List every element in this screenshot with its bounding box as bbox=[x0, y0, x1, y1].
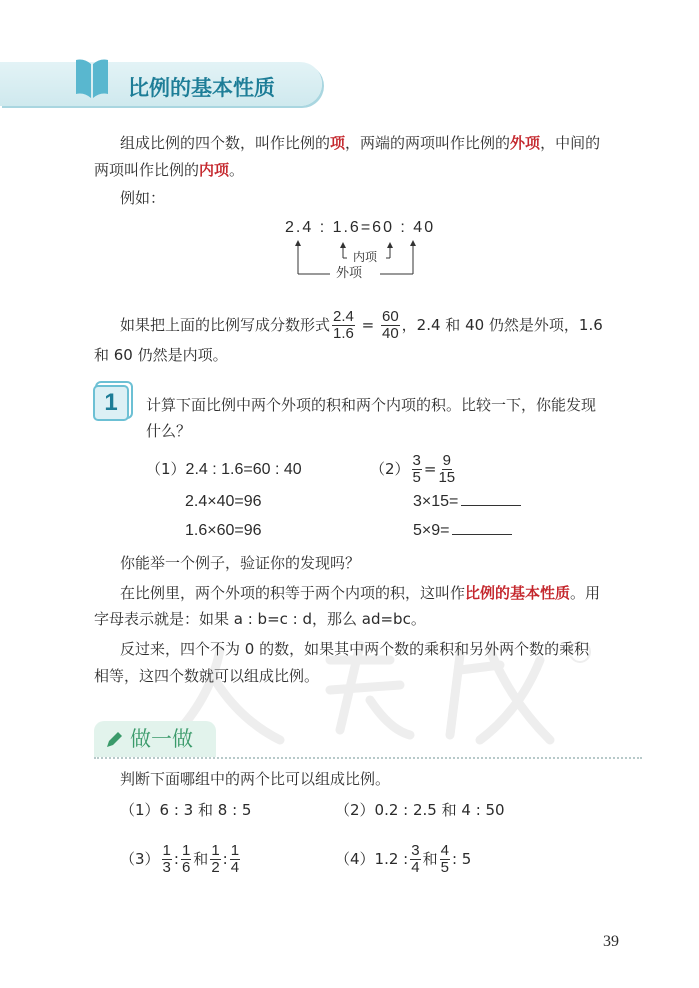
fraction: $\frac{2.4}{1.6}$ bbox=[333, 308, 354, 342]
practice-title: 做一做 bbox=[130, 727, 193, 751]
page-number: 39 bbox=[603, 933, 619, 950]
pencil-icon bbox=[104, 730, 124, 750]
product-inner: 1.6×60=96 bbox=[185, 522, 262, 539]
practice-item-2: （2）0.2 : 2.5 和 4 : 50 bbox=[335, 801, 505, 819]
fraction: $\frac{60}{40}$ bbox=[381, 308, 399, 342]
exercise-question-1: 计算下面比例中两个外项的积和两个内项的积。比较一下，你能发现 bbox=[146, 396, 597, 414]
intro-line-2: 两项叫作比例的内项。 bbox=[94, 161, 245, 179]
rule-line-1: 在比例里，两个外项的积等于两个内项的积，这叫作比例的基本性质。用 bbox=[120, 584, 601, 602]
blank-outer: 3×15= bbox=[413, 492, 521, 512]
example-equation: 2.4 : 1.6=60 : 40 bbox=[285, 219, 436, 236]
dotted-divider bbox=[94, 757, 642, 759]
practice-item-3: （3） $\frac{1}{3}$ : $\frac{1}{6}$ 和 $\frac{1}{2}$ : $\frac{1}{4}$ bbox=[120, 842, 240, 876]
fraction-sentence-2: 和 60 仍然是内项。 bbox=[94, 346, 228, 364]
inner-terms-label: 内项 bbox=[353, 250, 378, 264]
exercise-number-badge: 1 bbox=[93, 385, 129, 421]
product-outer: 2.4×40=96 bbox=[185, 493, 262, 510]
converse-line-1: 反过来，四个不为 0 的数，如果其中两个数的乘积和另外两个数的乘积 bbox=[120, 640, 590, 658]
blank-inner: 5×9= bbox=[413, 521, 512, 541]
outer-terms-label: 外项 bbox=[336, 266, 363, 281]
rule-line-2: 字母表示就是：如果 a : b=c : d，那么 ad=bc。 bbox=[94, 610, 426, 628]
intro-line-1: 组成比例的四个数，叫作比例的项，两端的两项叫作比例的外项，中间的 bbox=[120, 134, 601, 152]
converse-line-2: 相等，这四个数就可以组成比例。 bbox=[94, 667, 320, 685]
answer-blank[interactable] bbox=[452, 534, 512, 535]
practice-prompt: 判断下面哪组中的两个比可以组成比例。 bbox=[120, 770, 391, 788]
exercise-question-2: 什么？ bbox=[146, 422, 192, 440]
practice-item-4: （4）1.2 : $\frac{3}{4}$ 和 $\frac{4}{5}$ : 5 bbox=[335, 842, 472, 876]
section-title: 比例的基本性质 bbox=[128, 75, 275, 100]
book-icon bbox=[74, 56, 110, 100]
part-2: （2） $\frac{3}{5}$ = $\frac{9}{15}$ bbox=[370, 452, 456, 486]
ask-text: 你能举一个例子，验证你的发现吗？ bbox=[120, 554, 361, 572]
answer-blank[interactable] bbox=[461, 505, 521, 506]
practice-item-1: （1）6 : 3 和 8 : 5 bbox=[120, 801, 252, 819]
example-label: 例如： bbox=[120, 189, 166, 207]
part-1: （1）2.4 : 1.6=60 : 40 bbox=[146, 460, 302, 478]
fraction-sentence: 如果把上面的比例写成分数形式 $\frac{2.4}{1.6}$ = $\frac{60}{40}$ ，2.4 和 40 仍然是外项，1.6 bbox=[120, 308, 603, 342]
